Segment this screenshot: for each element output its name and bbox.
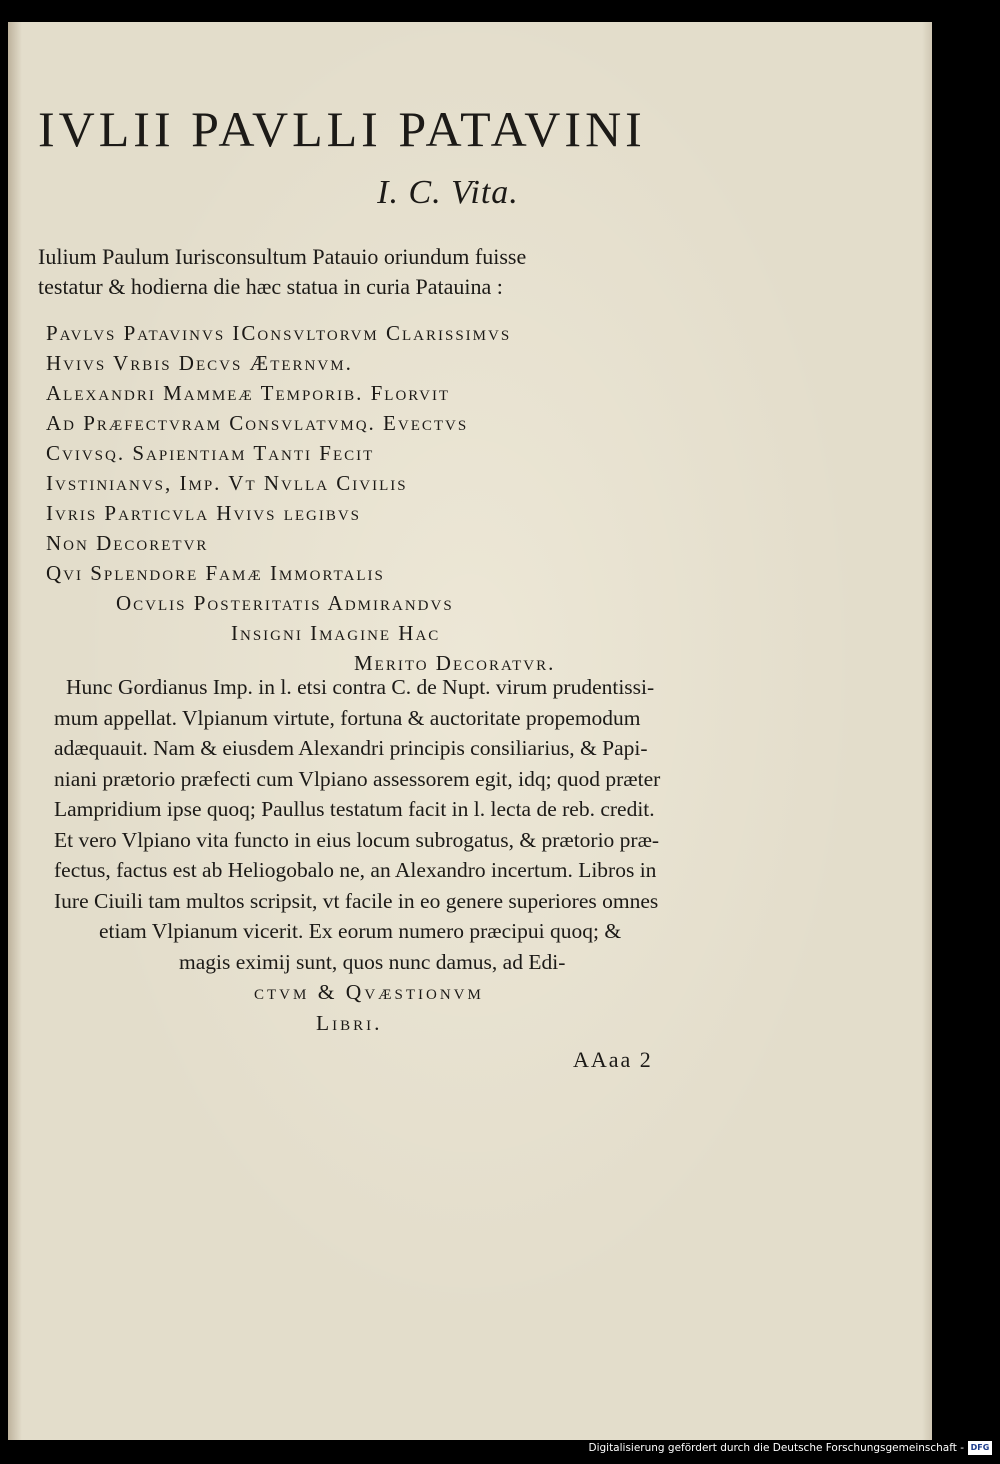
body-line: Libri. xyxy=(316,1010,383,1035)
inscription-line: Merito Decoratvr. xyxy=(354,651,556,675)
body-line: Hunc Gordianus Imp. in l. etsi contra C. de Nupt. virum prudentissi- xyxy=(66,675,655,699)
body-paragraph xyxy=(54,672,814,1038)
inscription-line: Ivstinianvs, Imp. Vt Nvlla Civilis xyxy=(46,471,408,495)
intro-paragraph xyxy=(38,242,798,302)
inscription-line: Ad Præfectvram Consvlatvmq. Evectvs xyxy=(46,411,469,435)
inscription-line: Ocvlis Posteritatis Admirandvs xyxy=(116,591,454,615)
page-title: IVLII PAVLLI PATAVINI xyxy=(38,101,646,157)
body-line: fectus, factus est ab Heliogobalo ne, an Alexandro incertum. Libros in xyxy=(54,858,657,882)
body-line: etiam Vlpianum vicerit. Ex eorum numero præcipui quoq; & xyxy=(99,919,622,943)
signature-mark: AAaa 2 xyxy=(573,1047,653,1072)
statue-inscription xyxy=(46,318,806,678)
inscription-line: Hvivs Vrbis Decvs Æternvm. xyxy=(46,351,353,375)
body-line: niani prætorio præfecti cum Vlpiano assessorem egit, idq; quod præter xyxy=(54,766,661,791)
body-line: ctvm & Qvæstionvm xyxy=(254,980,484,1004)
inscription-line: Non Decoretvr xyxy=(46,531,209,555)
body-line: mum appellat. Vlpianum virtute, fortuna & auctoritate propemodum xyxy=(54,705,641,730)
inscription-line: Pavlvs Patavinvs IConsvltorvm Clarissimvs xyxy=(46,321,512,345)
body-line: Iure Ciuili tam multos scripsit, vt facile in eo genere superiores omnes xyxy=(54,888,659,913)
dfg-logo-icon: DFG xyxy=(968,1441,992,1455)
inscription-line: Ivris Particvla Hvivs legibvs xyxy=(46,501,362,525)
intro-line: testatur & hodierna die hæc statua in curia Patauina : xyxy=(38,274,503,299)
page-subtitle: I. C. Vita. xyxy=(377,174,519,211)
body-line: magis eximij sunt, quos nunc damus, ad Edi- xyxy=(179,949,566,974)
inscription-line: Alexandri Mammeæ Temporib. Florvit xyxy=(46,381,451,405)
body-line: Et vero Vlpiano vita functo in eius locum subrogatus, & prætorio præ- xyxy=(54,827,660,852)
inscription-line: Insigni Imagine Hac xyxy=(231,621,441,645)
body-line: Lampridium ipse quoq; Paullus testatum facit in l. lecta de reb. credit. xyxy=(54,797,655,821)
inscription-line: Cvivsq. Sapientiam Tanti Fecit xyxy=(46,441,375,465)
body-line: adæquauit. Nam & eiusdem Alexandri principis consiliarius, & Papi- xyxy=(54,736,648,760)
digitization-credit: Digitalisierung gefördert durch die Deutsche Forschungsgemeinschaft - xyxy=(588,1442,964,1454)
intro-line: Iulium Paulum Iurisconsultum Patauio oriundum fuisse xyxy=(38,244,527,269)
book-page xyxy=(8,22,932,1440)
inscription-line: Qvi Splendore Famæ Immortalis xyxy=(46,561,385,585)
